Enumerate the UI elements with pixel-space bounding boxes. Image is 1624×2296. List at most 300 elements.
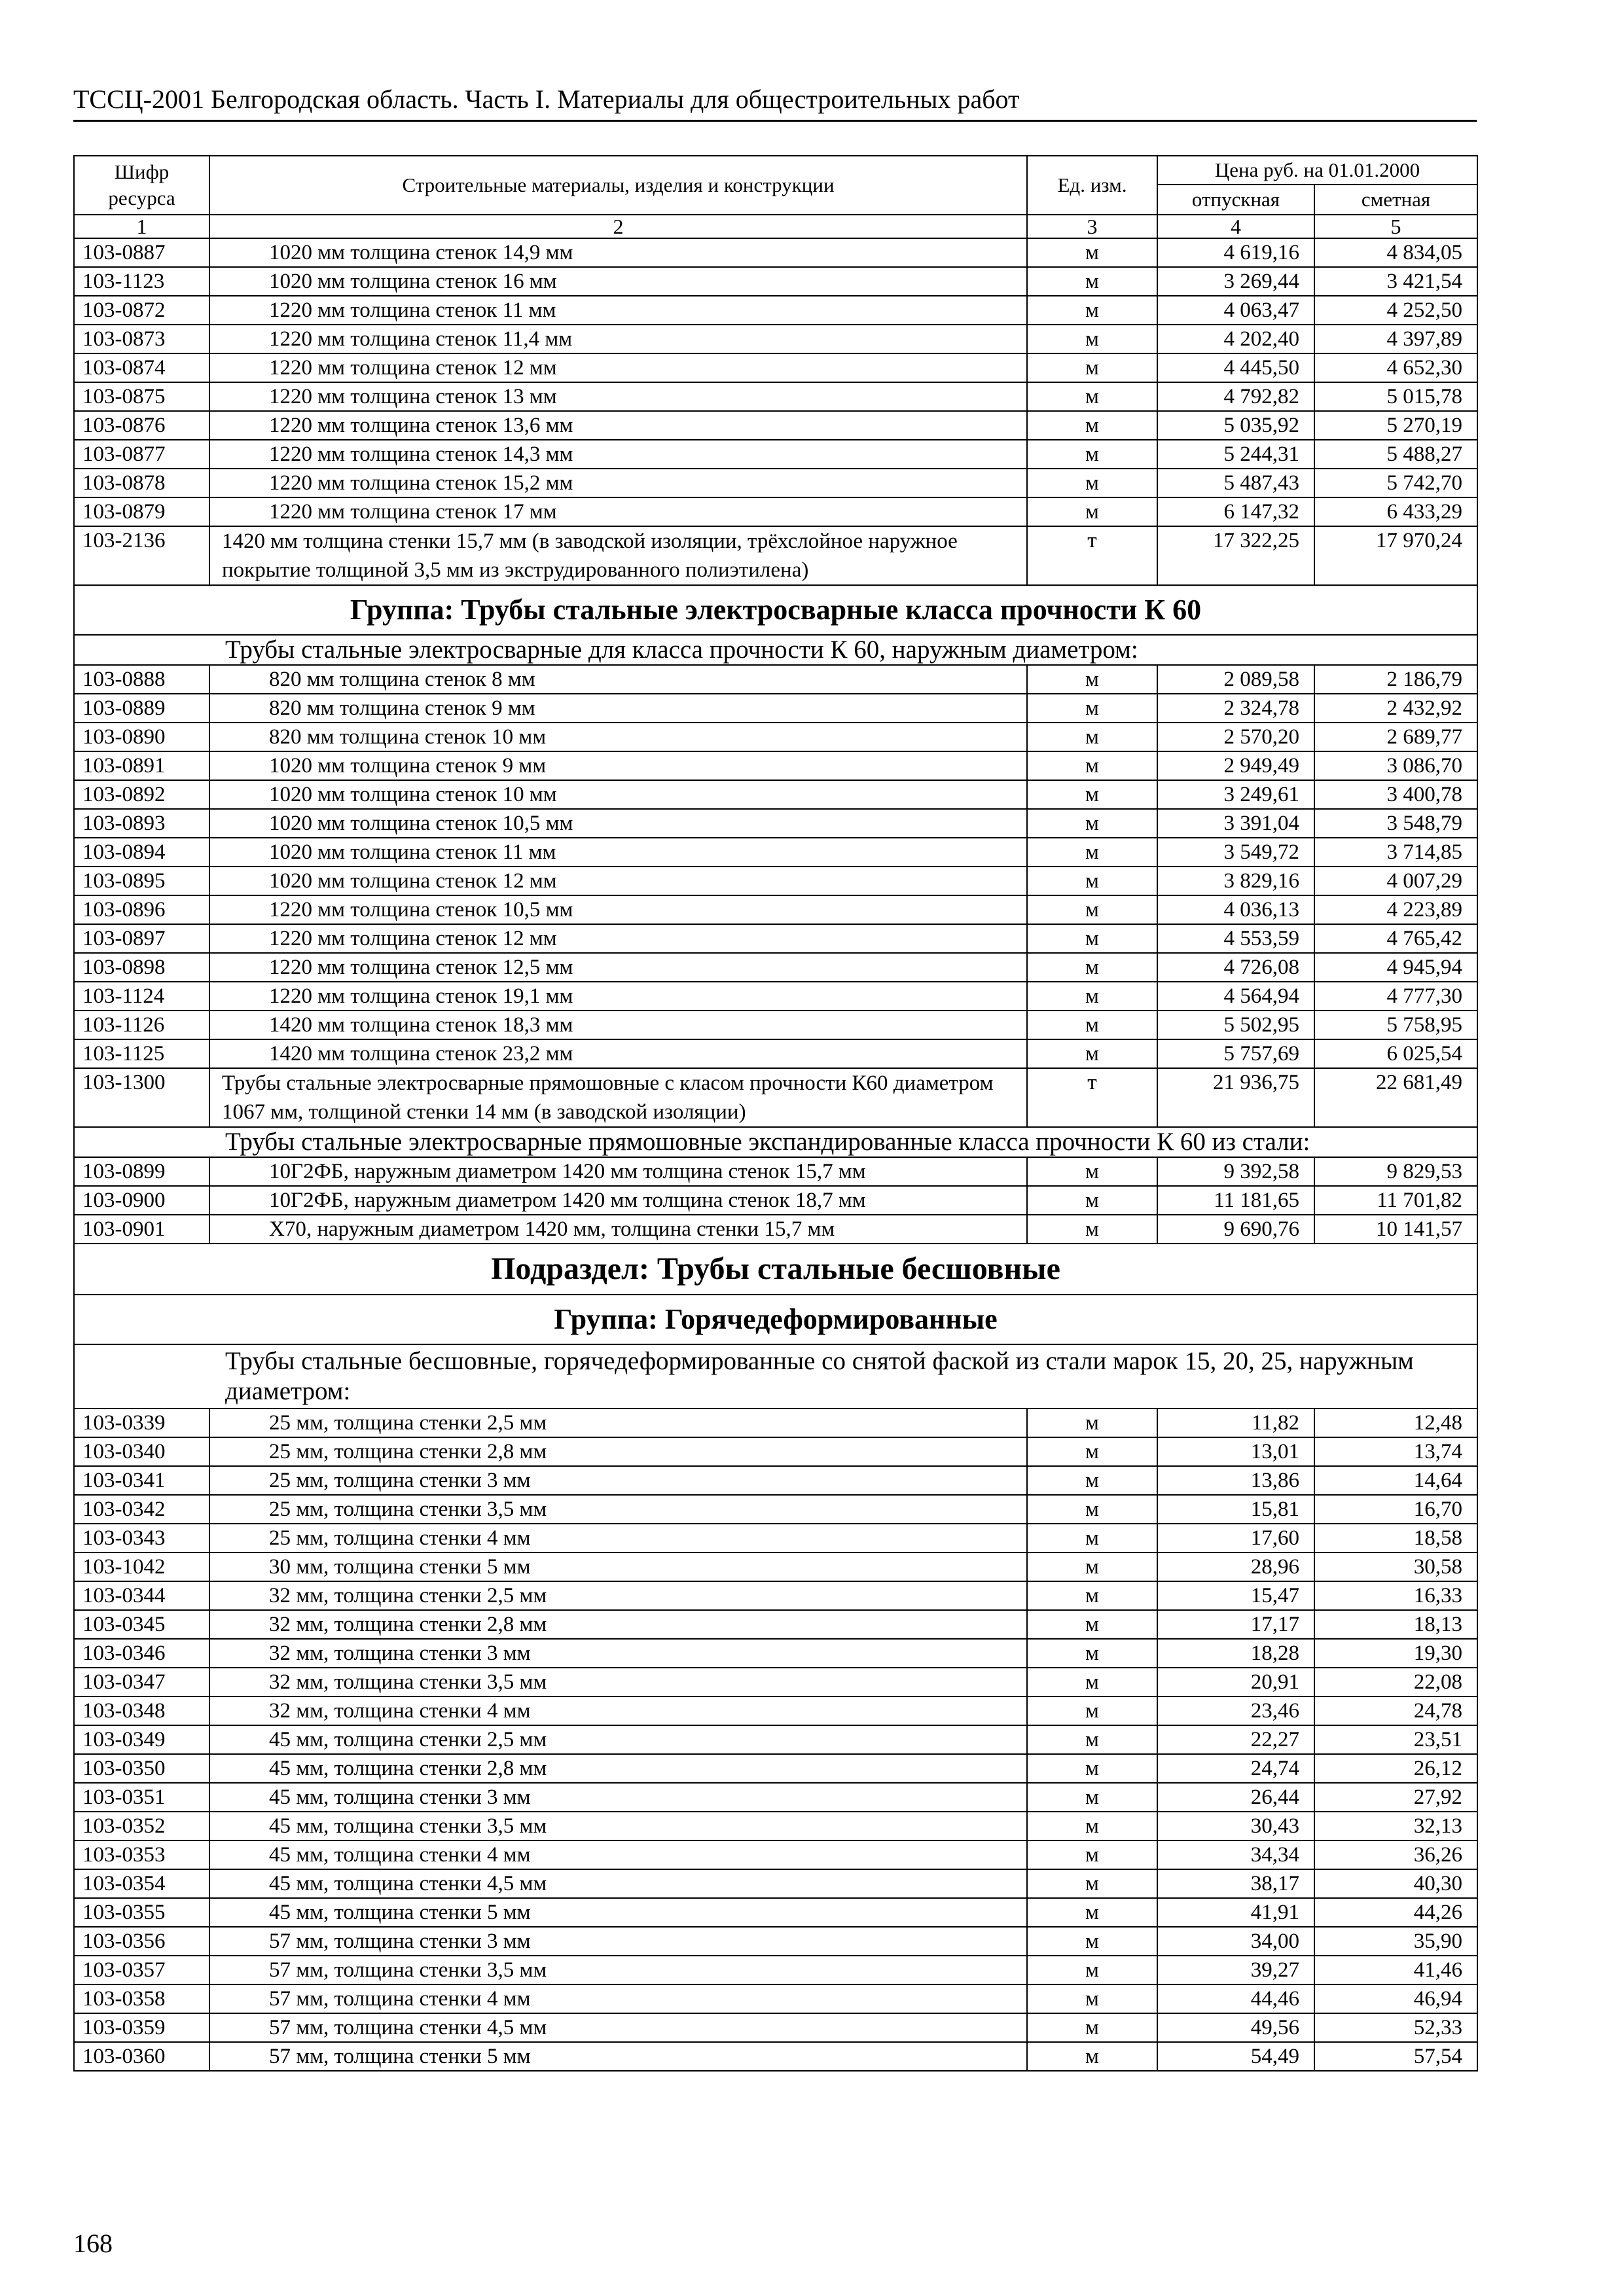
resource-code: 103-0876: [74, 411, 209, 440]
release-price: 2 324,78: [1157, 694, 1314, 723]
table-row: [74, 867, 1477, 895]
material-name: 45 мм, толщина стенки 3,5 мм: [209, 1812, 1027, 1840]
estimate-price: 2 432,92: [1314, 694, 1477, 723]
material-name: 1020 мм толщина стенок 16 мм: [209, 267, 1027, 296]
column-number: 2: [209, 215, 1027, 238]
release-price: 4 792,82: [1157, 382, 1314, 411]
subdivision-title-row: [74, 1244, 1477, 1295]
table-row: [74, 982, 1477, 1011]
resource-code: 103-0895: [74, 867, 209, 895]
resource-code: 103-0878: [74, 469, 209, 497]
release-price: 13,86: [1157, 1466, 1314, 1495]
material-name: 57 мм, толщина стенки 3 мм: [209, 1927, 1027, 1956]
estimate-price: 3 714,85: [1314, 838, 1477, 867]
unit: м: [1027, 1754, 1157, 1783]
resource-code: 103-0344: [74, 1581, 209, 1610]
unit: м: [1027, 238, 1157, 267]
estimate-price: 57,54: [1314, 2042, 1477, 2071]
material-name: 45 мм, толщина стенки 2,5 мм: [209, 1725, 1027, 1754]
release-price: 4 619,16: [1157, 238, 1314, 267]
resource-code: 103-0887: [74, 238, 209, 267]
resource-code: 103-0346: [74, 1639, 209, 1668]
material-name: 25 мм, толщина стенки 2,8 мм: [209, 1437, 1027, 1466]
unit: м: [1027, 1524, 1157, 1552]
group-intro-row: [74, 635, 1477, 665]
table-row: [74, 2013, 1477, 2042]
material-name: 1220 мм толщина стенок 11,4 мм: [209, 325, 1027, 353]
material-name: 57 мм, толщина стенки 4 мм: [209, 1984, 1027, 2013]
table-row: [74, 353, 1477, 382]
page-running-title: ТССЦ-2001 Белгородская область. Часть I. Материалы для общестроительных работ: [73, 84, 1020, 114]
resource-code: 103-0900: [74, 1186, 209, 1215]
unit: м: [1027, 982, 1157, 1011]
group-intro-row: [74, 1127, 1477, 1157]
table-row: [74, 780, 1477, 809]
resource-code: 103-0894: [74, 838, 209, 867]
unit: м: [1027, 780, 1157, 809]
unit: м: [1027, 267, 1157, 296]
table-row: [74, 440, 1477, 469]
table-row: [74, 1495, 1477, 1524]
release-price: 2 570,20: [1157, 723, 1314, 751]
release-price: 3 269,44: [1157, 267, 1314, 296]
resource-code: 103-1123: [74, 267, 209, 296]
material-name: 45 мм, толщина стенки 4,5 мм: [209, 1869, 1027, 1898]
table-row: [74, 1869, 1477, 1898]
estimate-price: 4 652,30: [1314, 353, 1477, 382]
unit: м: [1027, 440, 1157, 469]
estimate-price: 14,64: [1314, 1466, 1477, 1495]
unit: м: [1027, 325, 1157, 353]
table-row: [74, 1581, 1477, 1610]
release-price: 18,28: [1157, 1639, 1314, 1668]
resource-code: 103-0873: [74, 325, 209, 353]
estimate-price: 3 548,79: [1314, 809, 1477, 838]
table-row: [74, 924, 1477, 953]
release-price: 23,46: [1157, 1696, 1314, 1725]
unit: м: [1027, 1408, 1157, 1437]
resource-code: 103-0892: [74, 780, 209, 809]
release-price: 15,81: [1157, 1495, 1314, 1524]
group-intro-row: [74, 1344, 1477, 1408]
header-name: Строительные материалы, изделия и конструкции: [209, 156, 1027, 215]
unit: м: [1027, 1215, 1157, 1244]
material-name: 1220 мм толщина стенок 13,6 мм: [209, 411, 1027, 440]
release-price: 44,46: [1157, 1984, 1314, 2013]
header-estimate-price: сметная: [1314, 185, 1477, 215]
release-price: 26,44: [1157, 1783, 1314, 1812]
header-rule: [73, 120, 1477, 122]
resource-code: 103-0357: [74, 1956, 209, 1984]
unit: м: [1027, 411, 1157, 440]
unit: м: [1027, 1157, 1157, 1186]
table-row: [74, 1898, 1477, 1927]
group-title: Группа: Трубы стальные электросварные класса прочности К 60: [74, 585, 1477, 635]
release-price: 17,60: [1157, 1524, 1314, 1552]
unit: м: [1027, 1696, 1157, 1725]
release-price: 4 202,40: [1157, 325, 1314, 353]
table-row: [74, 838, 1477, 867]
unit: м: [1027, 895, 1157, 924]
resource-code: 103-0898: [74, 953, 209, 982]
release-price: 5 244,31: [1157, 440, 1314, 469]
estimate-price: 4 397,89: [1314, 325, 1477, 353]
release-price: 4 036,13: [1157, 895, 1314, 924]
column-number-row: [74, 215, 1477, 238]
table-row: [74, 723, 1477, 751]
header-unit: Ед. изм.: [1027, 156, 1157, 215]
group-intro: Трубы стальные электросварные прямошовные экспандированные класса прочности К 60 из стали:: [74, 1127, 1477, 1157]
release-price: 5 757,69: [1157, 1039, 1314, 1068]
estimate-price: 4 945,94: [1314, 953, 1477, 982]
header-price: Цена руб. на 01.01.2000: [1157, 156, 1477, 185]
table-row: [74, 1215, 1477, 1244]
resource-code: 103-0354: [74, 1869, 209, 1898]
table-row: [74, 1696, 1477, 1725]
resource-code: 103-0360: [74, 2042, 209, 2071]
material-name: 10Г2ФБ, наружным диаметром 1420 мм толщина стенок 18,7 мм: [209, 1186, 1027, 1215]
table-row: [74, 1524, 1477, 1552]
unit: м: [1027, 1639, 1157, 1668]
resource-code: 103-1300: [74, 1068, 209, 1127]
unit: м: [1027, 665, 1157, 694]
material-name: 32 мм, толщина стенки 3,5 мм: [209, 1668, 1027, 1696]
table-row: [74, 1437, 1477, 1466]
release-price: 17,17: [1157, 1610, 1314, 1639]
material-name: 57 мм, толщина стенки 5 мм: [209, 2042, 1027, 2071]
unit: м: [1027, 1186, 1157, 1215]
estimate-price: 13,74: [1314, 1437, 1477, 1466]
estimate-price: 12,48: [1314, 1408, 1477, 1437]
resource-code: 103-0345: [74, 1610, 209, 1639]
estimate-price: 40,30: [1314, 1869, 1477, 1898]
unit: м: [1027, 1495, 1157, 1524]
unit: м: [1027, 694, 1157, 723]
unit: м: [1027, 953, 1157, 982]
unit: м: [1027, 1840, 1157, 1869]
estimate-price: 22 681,49: [1314, 1068, 1477, 1127]
release-price: 39,27: [1157, 1956, 1314, 1984]
release-price: 15,47: [1157, 1581, 1314, 1610]
unit: м: [1027, 924, 1157, 953]
material-name: 1220 мм толщина стенок 14,3 мм: [209, 440, 1027, 469]
unit: м: [1027, 1610, 1157, 1639]
table-row: [74, 382, 1477, 411]
resource-code: 103-0349: [74, 1725, 209, 1754]
estimate-price: 44,26: [1314, 1898, 1477, 1927]
table-header-row: [74, 156, 1477, 185]
group-title-row: [74, 1295, 1477, 1344]
estimate-price: 4 007,29: [1314, 867, 1477, 895]
resource-code: 103-0340: [74, 1437, 209, 1466]
release-price: 54,49: [1157, 2042, 1314, 2071]
table-row: [74, 1812, 1477, 1840]
unit: м: [1027, 1725, 1157, 1754]
estimate-price: 3 400,78: [1314, 780, 1477, 809]
resource-code: 103-0893: [74, 809, 209, 838]
material-name: 32 мм, толщина стенки 3 мм: [209, 1639, 1027, 1668]
table-row: [74, 1725, 1477, 1754]
release-price: 20,91: [1157, 1668, 1314, 1696]
release-price: 5 035,92: [1157, 411, 1314, 440]
estimate-price: 22,08: [1314, 1668, 1477, 1696]
group-intro: Трубы стальные электросварные для класса прочности К 60, наружным диаметром:: [74, 635, 1477, 665]
release-price: 22,27: [1157, 1725, 1314, 1754]
estimate-price: 46,94: [1314, 1984, 1477, 2013]
table-row: [74, 238, 1477, 267]
table-row: [74, 1068, 1477, 1127]
table-row: [74, 953, 1477, 982]
table-row: [74, 1610, 1477, 1639]
estimate-price: 32,13: [1314, 1812, 1477, 1840]
estimate-price: 17 970,24: [1314, 526, 1477, 585]
header-release-price: отпускная: [1157, 185, 1314, 215]
estimate-price: 4 777,30: [1314, 982, 1477, 1011]
unit: м: [1027, 353, 1157, 382]
unit: м: [1027, 382, 1157, 411]
estimate-price: 18,13: [1314, 1610, 1477, 1639]
unit: т: [1027, 1068, 1157, 1127]
release-price: 34,00: [1157, 1927, 1314, 1956]
material-name: 25 мм, толщина стенки 3 мм: [209, 1466, 1027, 1495]
release-price: 38,17: [1157, 1869, 1314, 1898]
material-name: 820 мм толщина стенок 8 мм: [209, 665, 1027, 694]
material-name: 45 мм, толщина стенки 3 мм: [209, 1783, 1027, 1812]
resource-code: 103-0348: [74, 1696, 209, 1725]
unit: м: [1027, 751, 1157, 780]
material-name: 820 мм толщина стенок 9 мм: [209, 694, 1027, 723]
material-name: 45 мм, толщина стенки 5 мм: [209, 1898, 1027, 1927]
material-name: 1220 мм толщина стенок 12,5 мм: [209, 953, 1027, 982]
material-name: 1220 мм толщина стенок 10,5 мм: [209, 895, 1027, 924]
unit: м: [1027, 2042, 1157, 2071]
estimate-price: 26,12: [1314, 1754, 1477, 1783]
release-price: 30,43: [1157, 1812, 1314, 1840]
release-price: 3 829,16: [1157, 867, 1314, 895]
resource-code: 103-0343: [74, 1524, 209, 1552]
column-number: 5: [1314, 215, 1477, 238]
resource-code: 103-1042: [74, 1552, 209, 1581]
release-price: 4 726,08: [1157, 953, 1314, 982]
estimate-price: 19,30: [1314, 1639, 1477, 1668]
material-name: Х70, наружным диаметром 1420 мм, толщина стенки 15,7 мм: [209, 1215, 1027, 1244]
table-row: [74, 665, 1477, 694]
unit: м: [1027, 1011, 1157, 1039]
material-name: 820 мм толщина стенок 10 мм: [209, 723, 1027, 751]
material-name: 45 мм, толщина стенки 2,8 мм: [209, 1754, 1027, 1783]
resource-code: 103-0353: [74, 1840, 209, 1869]
material-name: 1020 мм толщина стенок 10,5 мм: [209, 809, 1027, 838]
resource-code: 103-0890: [74, 723, 209, 751]
estimate-price: 2 689,77: [1314, 723, 1477, 751]
unit: м: [1027, 1898, 1157, 1927]
unit: м: [1027, 1984, 1157, 2013]
release-price: 17 322,25: [1157, 526, 1314, 585]
estimate-price: 5 742,70: [1314, 469, 1477, 497]
estimate-price: 18,58: [1314, 1524, 1477, 1552]
estimate-price: 5 488,27: [1314, 440, 1477, 469]
estimate-price: 23,51: [1314, 1725, 1477, 1754]
material-name: 1020 мм толщина стенок 11 мм: [209, 838, 1027, 867]
release-price: 4 063,47: [1157, 296, 1314, 325]
resource-code: 103-0341: [74, 1466, 209, 1495]
resource-code: 103-0872: [74, 296, 209, 325]
release-price: 4 553,59: [1157, 924, 1314, 953]
release-price: 21 936,75: [1157, 1068, 1314, 1127]
table-row: [74, 1668, 1477, 1696]
estimate-price: 6 025,54: [1314, 1039, 1477, 1068]
material-name: 1020 мм толщина стенок 10 мм: [209, 780, 1027, 809]
estimate-price: 30,58: [1314, 1552, 1477, 1581]
estimate-price: 4 252,50: [1314, 296, 1477, 325]
unit: м: [1027, 867, 1157, 895]
estimate-price: 35,90: [1314, 1927, 1477, 1956]
table-row: [74, 895, 1477, 924]
unit: м: [1027, 1437, 1157, 1466]
material-name: 57 мм, толщина стенки 3,5 мм: [209, 1956, 1027, 1984]
material-name: 10Г2ФБ, наружным диаметром 1420 мм толщина стенок 15,7 мм: [209, 1157, 1027, 1186]
material-name: 1220 мм толщина стенок 15,2 мм: [209, 469, 1027, 497]
resource-code: 103-0899: [74, 1157, 209, 1186]
material-name: 1420 мм толщина стенки 15,7 мм (в заводской изоляции, трёхслойное наружное покрытие толщиной 3,5 мм из экструдированного полиэтилена): [209, 526, 1027, 585]
release-price: 13,01: [1157, 1437, 1314, 1466]
material-name: 32 мм, толщина стенки 2,5 мм: [209, 1581, 1027, 1610]
estimate-price: 11 701,82: [1314, 1186, 1477, 1215]
release-price: 9 392,58: [1157, 1157, 1314, 1186]
estimate-price: 2 186,79: [1314, 665, 1477, 694]
page-number: 168: [73, 2229, 113, 2258]
resource-code: 103-0355: [74, 1898, 209, 1927]
table-row: [74, 751, 1477, 780]
resource-code: 103-0358: [74, 1984, 209, 2013]
resource-code: 103-0879: [74, 497, 209, 526]
release-price: 2 089,58: [1157, 665, 1314, 694]
release-price: 3 391,04: [1157, 809, 1314, 838]
unit: м: [1027, 1039, 1157, 1068]
estimate-price: 6 433,29: [1314, 497, 1477, 526]
unit: м: [1027, 2013, 1157, 2042]
unit: м: [1027, 1466, 1157, 1495]
table-row: [74, 809, 1477, 838]
resource-code: 103-0339: [74, 1408, 209, 1437]
material-name: 45 мм, толщина стенки 4 мм: [209, 1840, 1027, 1869]
unit: м: [1027, 809, 1157, 838]
table-row: [74, 1552, 1477, 1581]
unit: м: [1027, 296, 1157, 325]
table-row: [74, 1466, 1477, 1495]
unit: м: [1027, 1783, 1157, 1812]
estimate-price: 16,33: [1314, 1581, 1477, 1610]
resource-code: 103-0347: [74, 1668, 209, 1696]
unit: м: [1027, 1869, 1157, 1898]
estimate-price: 10 141,57: [1314, 1215, 1477, 1244]
estimate-price: 4 834,05: [1314, 238, 1477, 267]
material-name: 1220 мм толщина стенок 12 мм: [209, 353, 1027, 382]
table-row: [74, 1754, 1477, 1783]
unit: м: [1027, 1812, 1157, 1840]
table-row: [74, 2042, 1477, 2071]
unit: м: [1027, 1927, 1157, 1956]
unit: м: [1027, 838, 1157, 867]
estimate-price: 4 765,42: [1314, 924, 1477, 953]
unit: м: [1027, 497, 1157, 526]
estimate-price: 4 223,89: [1314, 895, 1477, 924]
material-name: 1420 мм толщина стенок 18,3 мм: [209, 1011, 1027, 1039]
table-row: [74, 1186, 1477, 1215]
material-name: 32 мм, толщина стенки 4 мм: [209, 1696, 1027, 1725]
table-row: [74, 1984, 1477, 2013]
resource-code: 103-1124: [74, 982, 209, 1011]
release-price: 3 249,61: [1157, 780, 1314, 809]
release-price: 5 487,43: [1157, 469, 1314, 497]
release-price: 9 690,76: [1157, 1215, 1314, 1244]
resource-code: 103-0350: [74, 1754, 209, 1783]
material-name: 1020 мм толщина стенок 9 мм: [209, 751, 1027, 780]
resource-code: 103-0352: [74, 1812, 209, 1840]
table-row: [74, 1408, 1477, 1437]
table-row: [74, 1039, 1477, 1068]
column-number: 1: [74, 215, 209, 238]
table-row: [74, 1927, 1477, 1956]
release-price: 28,96: [1157, 1552, 1314, 1581]
release-price: 49,56: [1157, 2013, 1314, 2042]
material-name: 25 мм, толщина стенки 2,5 мм: [209, 1408, 1027, 1437]
estimate-price: 3 421,54: [1314, 267, 1477, 296]
material-name: 1020 мм толщина стенок 14,9 мм: [209, 238, 1027, 267]
material-name: 25 мм, толщина стенки 3,5 мм: [209, 1495, 1027, 1524]
group-title-row: [74, 585, 1477, 635]
estimate-price: 52,33: [1314, 2013, 1477, 2042]
material-name: 30 мм, толщина стенки 5 мм: [209, 1552, 1027, 1581]
resource-code: 103-1125: [74, 1039, 209, 1068]
material-name: 1220 мм толщина стенок 11 мм: [209, 296, 1027, 325]
release-price: 3 549,72: [1157, 838, 1314, 867]
header-code: Шифр ресурса: [74, 156, 209, 215]
material-name: 25 мм, толщина стенки 4 мм: [209, 1524, 1027, 1552]
release-price: 4 445,50: [1157, 353, 1314, 382]
unit: т: [1027, 526, 1157, 585]
estimate-price: 36,26: [1314, 1840, 1477, 1869]
unit: м: [1027, 1552, 1157, 1581]
release-price: 6 147,32: [1157, 497, 1314, 526]
unit: м: [1027, 469, 1157, 497]
estimate-price: 5 758,95: [1314, 1011, 1477, 1039]
price-table: [73, 155, 1478, 2072]
table-row: [74, 411, 1477, 440]
group-intro: Трубы стальные бесшовные, горячедеформированные со снятой фаской из стали марок 15, 20, 25, наружным диаметром:: [74, 1344, 1477, 1408]
table-row: [74, 325, 1477, 353]
resource-code: 103-0896: [74, 895, 209, 924]
material-name: 1020 мм толщина стенок 12 мм: [209, 867, 1027, 895]
material-name: 1220 мм толщина стенок 17 мм: [209, 497, 1027, 526]
resource-code: 103-0875: [74, 382, 209, 411]
release-price: 41,91: [1157, 1898, 1314, 1927]
resource-code: 103-0356: [74, 1927, 209, 1956]
release-price: 11,82: [1157, 1408, 1314, 1437]
material-name: 1220 мм толщина стенок 12 мм: [209, 924, 1027, 953]
resource-code: 103-1126: [74, 1011, 209, 1039]
unit: м: [1027, 1956, 1157, 1984]
release-price: 11 181,65: [1157, 1186, 1314, 1215]
table-row: [74, 1157, 1477, 1186]
table-row: [74, 1840, 1477, 1869]
resource-code: 103-0351: [74, 1783, 209, 1812]
resource-code: 103-0901: [74, 1215, 209, 1244]
group-title: Группа: Горячедеформированные: [74, 1295, 1477, 1344]
material-name: 57 мм, толщина стенки 4,5 мм: [209, 2013, 1027, 2042]
material-name: 1220 мм толщина стенок 13 мм: [209, 382, 1027, 411]
estimate-price: 24,78: [1314, 1696, 1477, 1725]
